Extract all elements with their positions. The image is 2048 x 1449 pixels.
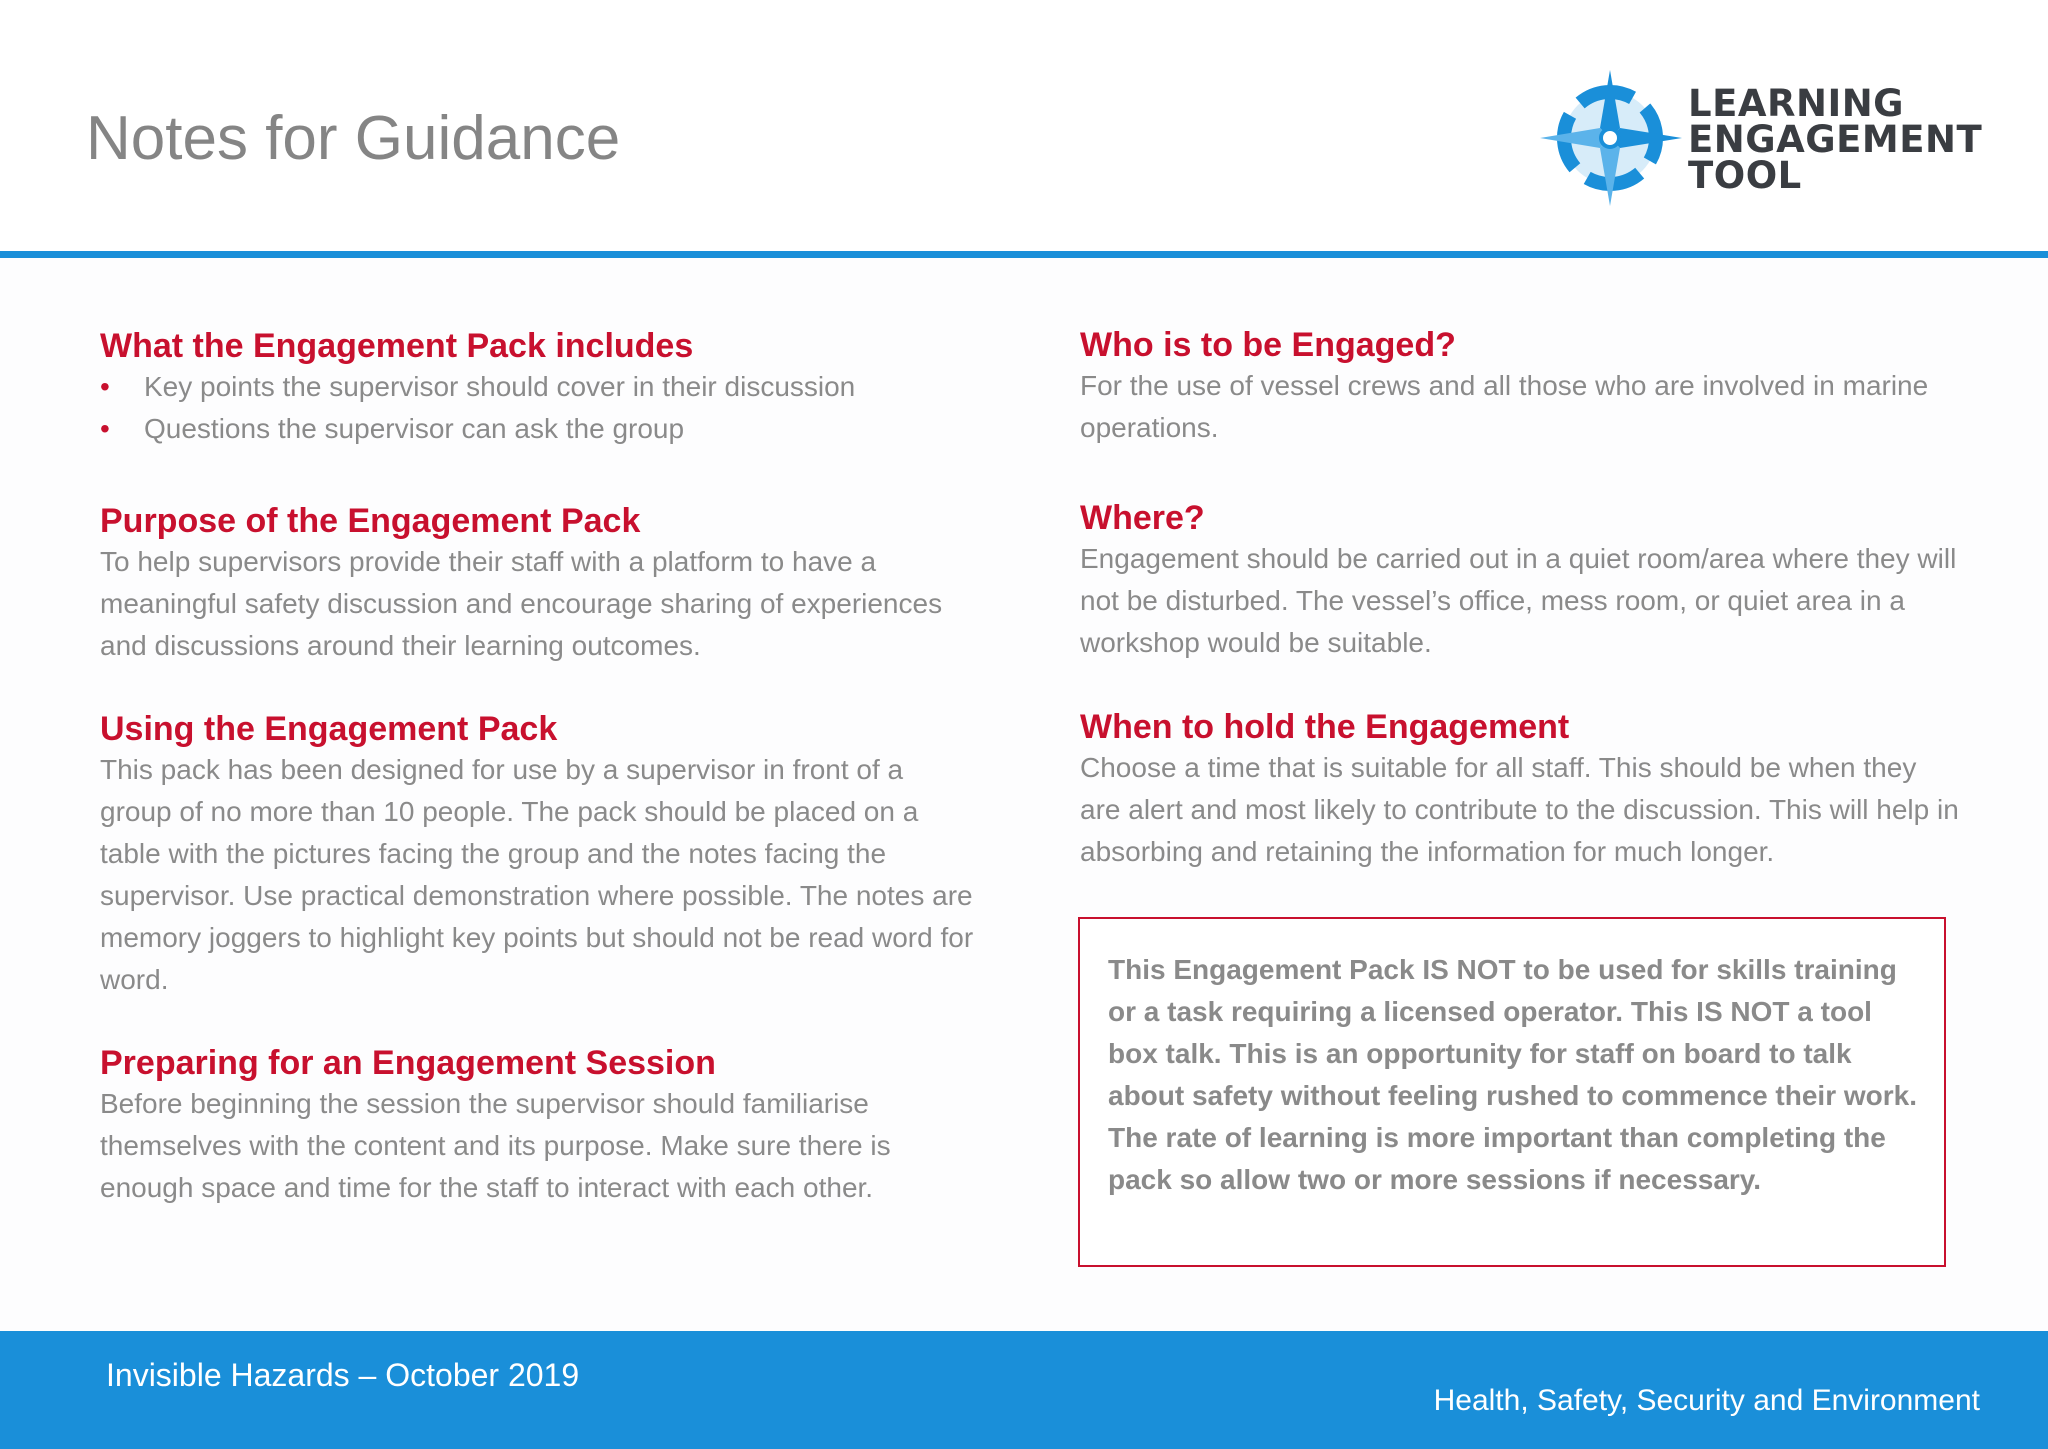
section-using [100,709,980,1001]
section-body: To help supervisors provide their staff with a platform to have a meaningful safety discussion and encourage sharing of experiences and discussions around their learning outcomes. [100,546,943,661]
logo-line-3: TOOL [1688,154,1802,197]
section-body: Engagement should be carried out in a quiet room/area where they will not be disturbed. The vessel’s office, mess room, or quiet area in a workshop would be suitable. [1080,543,1957,658]
logo-line-1: LEARNING [1688,82,1905,125]
section-who [1080,325,1960,449]
section-heading: What the Engagement Pack includes [100,327,694,365]
logo [1538,68,1988,208]
section-body: This pack has been designed for use by a supervisor in front of a group of no more than 10 people. The pack should be placed on a table with the pictures facing the group and the notes facing the supervisor. Use practical demonstration where possible. The notes are memory joggers to highlight key points but should not be read word for word. [100,754,974,995]
list-item [100,366,980,408]
section-heading: Using the Engagement Pack [100,710,558,748]
section-heading: Preparing for an Engagement Session [100,1044,716,1082]
footer-bar [0,1331,2048,1449]
bullet-icon: • [100,371,110,402]
section-heading: When to hold the Engagement [1080,708,1570,746]
header-rule [0,251,2048,258]
notice-text: This Engagement Pack IS NOT to be used for skills training or a task requiring a licensed operator. This IS NOT a tool box talk. This is an opportunity for staff on board to talk about safety without feeling rushed to commence their work. The rate of learning is more important than completing the pack so allow two or more sessions if necessary. [1108,954,1918,1195]
footer-department: Health, Safety, Security and Environment [1433,1384,1980,1417]
logo-line-2: ENGAGEMENT [1688,118,1983,161]
section-purpose [100,501,980,667]
section-heading: Who is to be Engaged? [1080,326,1456,364]
section-preparing [100,1043,980,1209]
left-column [100,326,980,1209]
bullet-list [100,366,980,450]
right-column [1080,325,1960,873]
list-item [100,408,980,450]
page-title: Notes for Guidance [86,104,621,173]
section-body: Before beginning the session the supervisor should familiarise themselves with the content and its purpose. Make sure there is enough space and time for the staff to interact with each other. [100,1088,891,1203]
list-item-text: Questions the supervisor can ask the group [144,413,685,444]
footer-title: Invisible Hazards – October 2019 [106,1357,580,1393]
section-where [1080,498,1960,664]
list-item-text: Key points the supervisor should cover in their discussion [144,371,856,402]
section-pack-includes [100,326,980,450]
notice-box [1078,917,1946,1267]
bullet-icon: • [100,413,110,444]
section-heading: Where? [1080,499,1205,537]
section-body: Choose a time that is suitable for all staff. This should be when they are alert and most likely to contribute to the discussion. This will help in absorbing and retaining the information for much longer. [1080,752,1959,867]
section-body: For the use of vessel crews and all those who are involved in marine operations. [1080,370,1929,443]
section-when [1080,707,1960,873]
compass-icon [1538,68,1688,208]
section-heading: Purpose of the Engagement Pack [100,502,641,540]
